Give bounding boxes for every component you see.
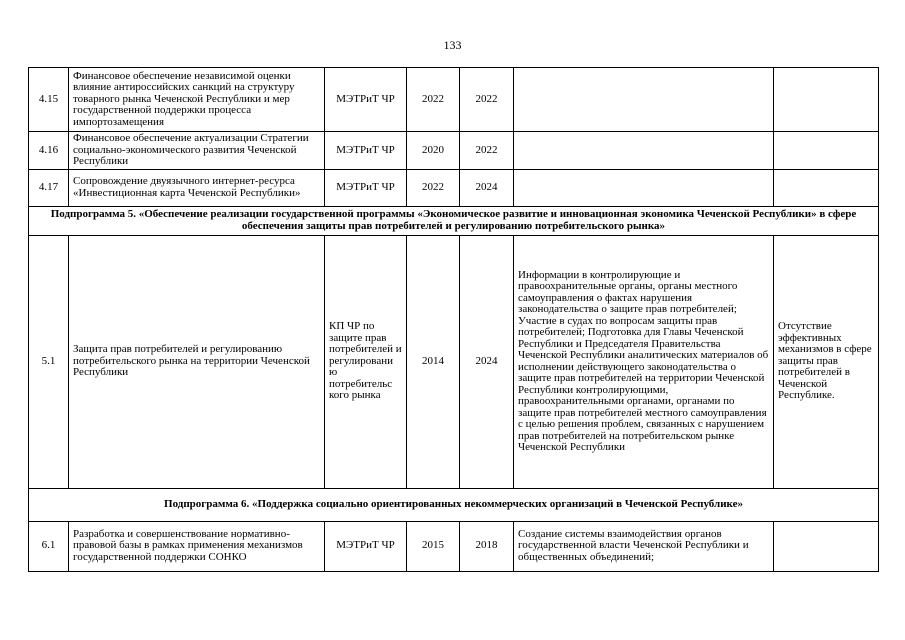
start-year: 2022 — [407, 169, 460, 206]
subprogram-5-title: Подпрограмма 5. «Обеспечение реализации государственной программы «Экономическое развитие и инновационная экономика Чеченской Республики» в сфере обеспечения защиты прав потребителей и регулированию потребительского рынка» — [29, 206, 879, 235]
table-row — [29, 169, 879, 206]
executor: МЭТРиТ ЧР — [325, 68, 407, 132]
executor: КП ЧР по защите прав потребителей и регулировани ю потребительс кого рынка — [325, 235, 407, 488]
row-number: 4.15 — [29, 68, 69, 132]
activity-name: Сопровождение двуязычного интернет-ресурса «Инвестиционная карта Чеченской Республики» — [69, 169, 325, 206]
executor: МЭТРиТ ЧР — [325, 169, 407, 206]
activity-name: Разработка и совершенствование нормативно-правовой базы в рамках применения механизмов государственной поддержки СОНКО — [69, 521, 325, 571]
row-number: 5.1 — [29, 235, 69, 488]
subprogram-header-row — [29, 488, 879, 521]
problems: Отсутствие эффективных механизмов в сфере защиты прав потребителей в Чеченской Республике. — [774, 235, 879, 488]
expected-results: Создание системы взаимодействия органов государственной власти Чеченской Республики и общественных объединений; — [514, 521, 774, 571]
expected-results — [514, 68, 774, 132]
subprogram-6-title: Подпрограмма 6. «Поддержка социально ориентированных некоммерческих организаций в Чеченской Республике» — [29, 488, 879, 521]
problems — [774, 169, 879, 206]
end-year: 2022 — [460, 68, 514, 132]
row-number: 4.17 — [29, 169, 69, 206]
row-number: 6.1 — [29, 521, 69, 571]
executor: МЭТРиТ ЧР — [325, 132, 407, 170]
start-year: 2022 — [407, 68, 460, 132]
end-year: 2022 — [460, 132, 514, 170]
activity-name: Финансовое обеспечение независимой оценки влияние антироссийских санкций на структуру товарного рынка Чеченской Республики и мер государственной поддержки процесса импортозамещения — [69, 68, 325, 132]
table-row — [29, 521, 879, 571]
page-number: 133 — [443, 38, 462, 52]
start-year: 2020 — [407, 132, 460, 170]
start-year: 2014 — [407, 235, 460, 488]
expected-results: Информации в контролирующие и правоохранительные органы, органы местного самоуправления о фактах нарушения законодательства о защите прав потребителей; Участие в судах по вопросам защиты прав потребителей; Подготовка для Главы Чеченской Республики и Председателя Правительства Чеченской Республики аналитических материалов об исполнении действующего законодательства о защите прав потребителей на территории Чеченской Республики контролирующими, правоохранительными органами, органами по защите прав потребителей местного самоуправления с целью решения проблем, связанных с нарушением прав потребителей на потребительском рынке Чеченской Республики — [514, 235, 774, 488]
row-number: 4.16 — [29, 132, 69, 170]
end-year: 2024 — [460, 235, 514, 488]
subprogram-header-row — [29, 206, 879, 235]
table-row — [29, 68, 879, 132]
problems — [774, 521, 879, 571]
table-row — [29, 235, 879, 488]
start-year: 2015 — [407, 521, 460, 571]
end-year: 2024 — [460, 169, 514, 206]
executor: МЭТРиТ ЧР — [325, 521, 407, 571]
activity-name: Финансовое обеспечение актуализации Стратегии социально-экономического развития Чеченской Республики — [69, 132, 325, 170]
end-year: 2018 — [460, 521, 514, 571]
expected-results — [514, 169, 774, 206]
activity-name: Защита прав потребителей и регулированию потребительского рынка на территории Чеченской Республики — [69, 235, 325, 488]
problems — [774, 132, 879, 170]
problems — [774, 68, 879, 132]
table-row — [29, 132, 879, 170]
expected-results — [514, 132, 774, 170]
program-activities-table — [28, 67, 879, 572]
